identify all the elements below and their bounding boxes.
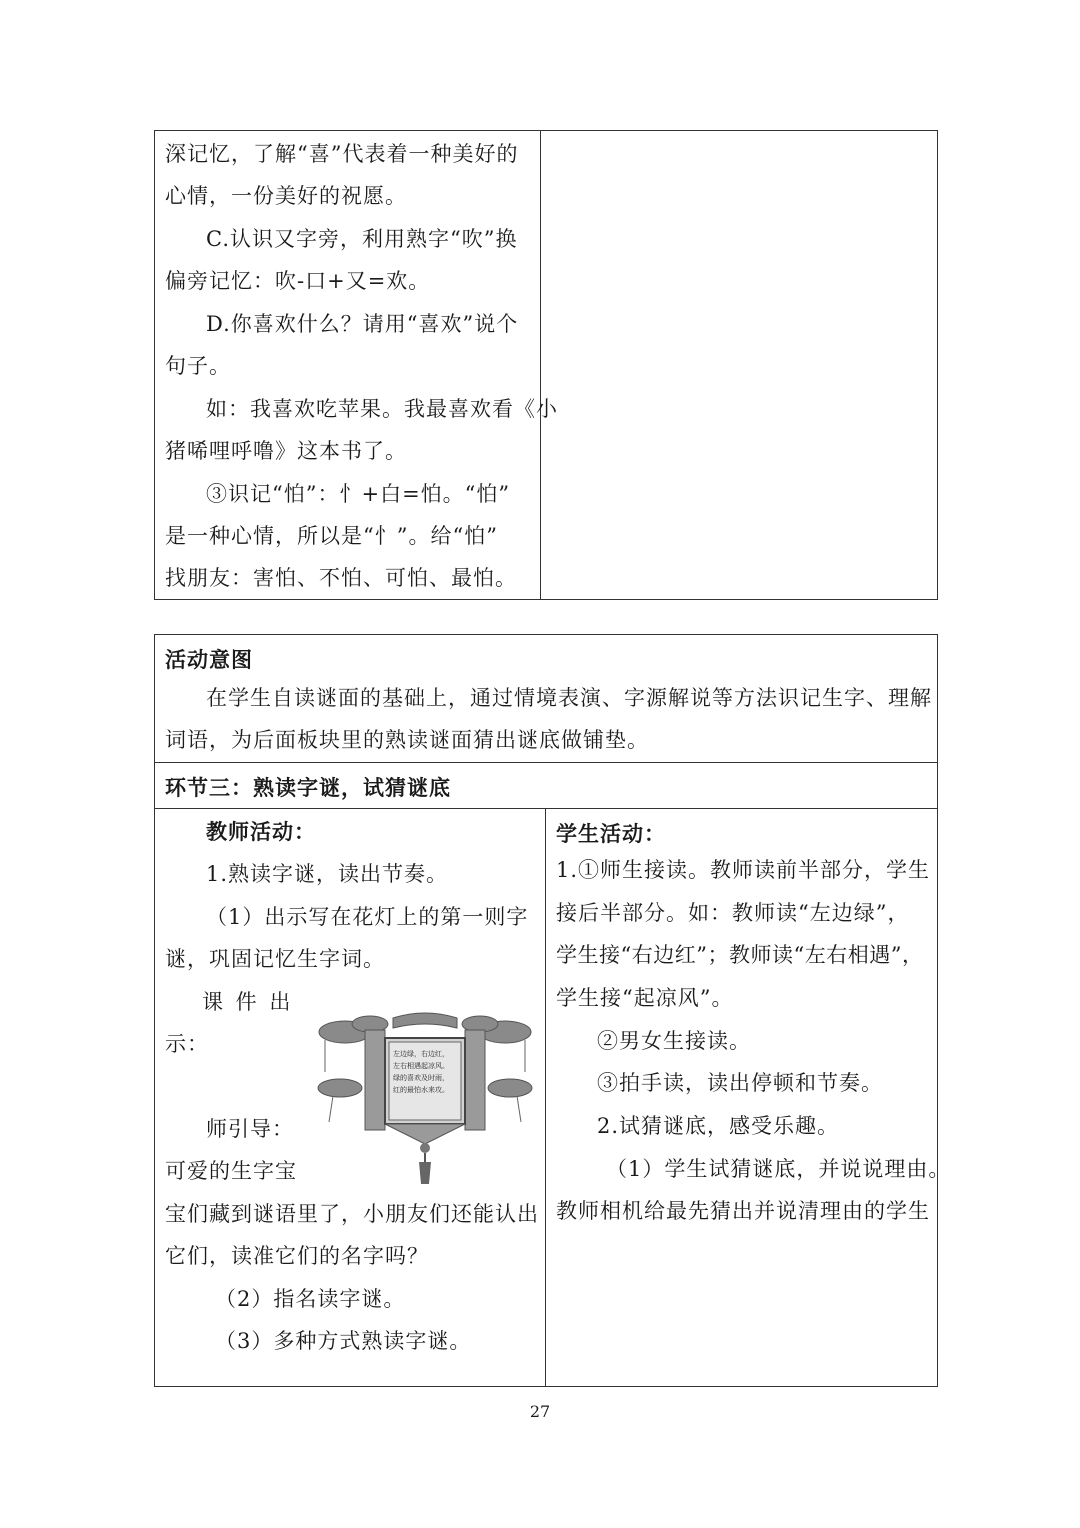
student-line: 学生接“右边红”；教师读“左右相遇”，: [556, 943, 924, 967]
column-divider: [545, 808, 546, 1387]
text-line: 如：我喜欢吃苹果。我最喜欢看《小: [206, 397, 558, 421]
text-line: D.你喜欢什么？请用“喜欢”说个: [206, 312, 519, 336]
lantern-text-line: 绿的喜欢及时雨，: [393, 1074, 449, 1082]
student-line: 教师相机给最先猜出并说清理由的学生: [556, 1199, 930, 1223]
text-line: C.认识又字旁，利用熟字“吹”换: [206, 227, 518, 251]
text-line: 猪唏哩呼噜》这本书了。: [165, 439, 407, 463]
teacher-line: 宝们藏到谜语里了，小朋友们还能认出: [165, 1202, 539, 1226]
student-line: （1）学生试猜谜底，并说说理由。: [606, 1157, 951, 1181]
student-line: 学生接“起凉风”。: [556, 986, 734, 1010]
text-line: 找朋友：害怕、不怕、可怕、最怕。: [165, 566, 517, 590]
intent-line: 在学生自读谜面的基础上，通过情境表演、字源解说等方法识记生字、理解: [206, 686, 932, 710]
intent-line: 词语，为后面板块里的熟读谜面猜出谜底做铺垫。: [165, 728, 649, 752]
lantern-icon: [315, 1012, 535, 1187]
row-divider: [154, 762, 938, 763]
lantern-illustration: [315, 1012, 535, 1187]
teacher-line: 它们，读准它们的名字吗？: [165, 1244, 429, 1268]
text-line: ③识记“怕”：忄+白=怕。“怕”: [206, 482, 511, 506]
intent-title: 活动意图: [165, 647, 253, 672]
teacher-line: 师引导：: [206, 1117, 294, 1141]
top-table-divider: [540, 130, 541, 600]
page-number: 27: [529, 1402, 551, 1421]
student-line: ②男女生接读。: [597, 1029, 751, 1053]
student-line: ③拍手读，读出停顿和节奏。: [597, 1071, 883, 1095]
text-line: 心情，一份美好的祝愿。: [165, 184, 407, 208]
teacher-line: 可爱的生字宝: [165, 1159, 297, 1183]
text-line: 深记忆，了解“喜”代表着一种美好的: [165, 142, 519, 166]
teacher-line: （1）出示写在花灯上的第一则字: [206, 905, 529, 929]
teacher-line: 示：: [165, 1032, 209, 1056]
lantern-text-line: 红的最怕水来攻。: [393, 1086, 449, 1094]
teacher-line: 课 件 出: [202, 990, 294, 1014]
teacher-line: 谜，巩固记忆生字词。: [165, 947, 385, 971]
text-line: 是一种心情，所以是“忄”。给“怕”: [165, 524, 498, 548]
student-heading: 学生活动：: [556, 821, 666, 846]
row-divider: [154, 808, 938, 809]
student-line: 接后半部分。如：教师读“左边绿”，: [556, 901, 910, 925]
lantern-text-line: 左右相遇起凉风。: [393, 1062, 449, 1070]
text-line: 句子。: [165, 354, 231, 378]
teacher-line: 1.熟读字谜，读出节奏。: [206, 862, 449, 886]
student-line: 2.试猜谜底，感受乐趣。: [597, 1114, 840, 1138]
teacher-line: （3）多种方式熟读字谜。: [215, 1329, 472, 1353]
teacher-line: （2）指名读字谜。: [215, 1287, 406, 1311]
student-line: 1.①师生接读。教师读前半部分，学生: [556, 858, 931, 882]
lantern-text-line: 左边绿，右边红，: [393, 1050, 449, 1058]
section-title: 环节三：熟读字谜，试猜谜底: [165, 775, 451, 800]
teacher-heading: 教师活动：: [206, 819, 316, 844]
text-line: 偏旁记忆：吹-口+又=欢。: [165, 269, 431, 293]
